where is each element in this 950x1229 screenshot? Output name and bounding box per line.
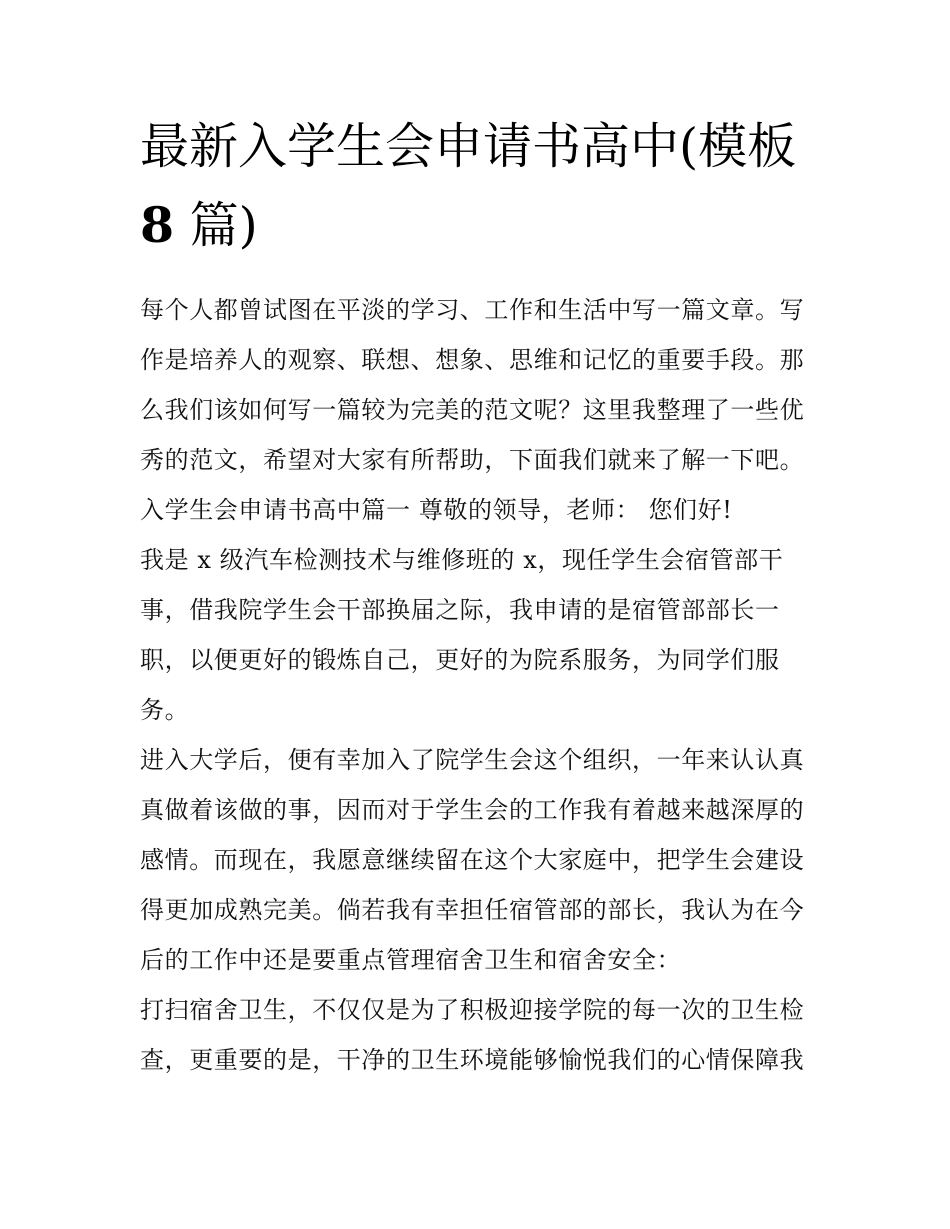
document-title (140, 108, 812, 265)
paragraph-intro: 每个人都曾试图在平淡的学习、工作和生活中写一篇文章。写作是培养人的观察、联想、想象、思维和记忆的重要手段。那么我们该如何写一篇较为完美的范文呢？这里我整理了一些优秀的范文，希望对大家有所帮助，下面我们就来了解一下吧。 (140, 296, 805, 474)
title-number: 8 (140, 196, 175, 254)
paragraph-self-introduction: 我是 x 级汽车检测技术与维修班的 x，现任学生会宿管部干事，借我院学生会干部换届之际，我申请的是宿管部部长一职，以便更好的锻炼自己，更好的为院系服务，为同学们服务。 (140, 546, 784, 724)
paragraph-experience: 进入大学后，便有幸加入了院学生会这个组织，一年来认认真真做着该做的事，因而对于学生会的工作我有着越来越深厚的感情。而现在，我愿意继续留在这个大家庭中，把学生会建设得更加成熟完美。倘若我有幸担任宿管部的部长，我认为在今后的工作中还是要重点管理宿舍卫生和宿舍安全： (140, 746, 805, 974)
document-body (140, 285, 812, 1085)
title-line-2: 篇) (174, 197, 258, 254)
document-content (140, 108, 812, 1085)
title-line-1: 最新入学生会申请书高中(模板 (140, 118, 797, 175)
paragraph-dorm-hygiene: 打扫宿舍卫生，不仅仅是为了积极迎接学院的每一次的卫生检查，更重要的是，干净的卫生环境能够愉悦我们的心情保障我 (140, 996, 805, 1074)
paragraph-salutation: 入学生会申请书高中篇一 尊敬的领导，老师： 您们好! (140, 496, 733, 524)
